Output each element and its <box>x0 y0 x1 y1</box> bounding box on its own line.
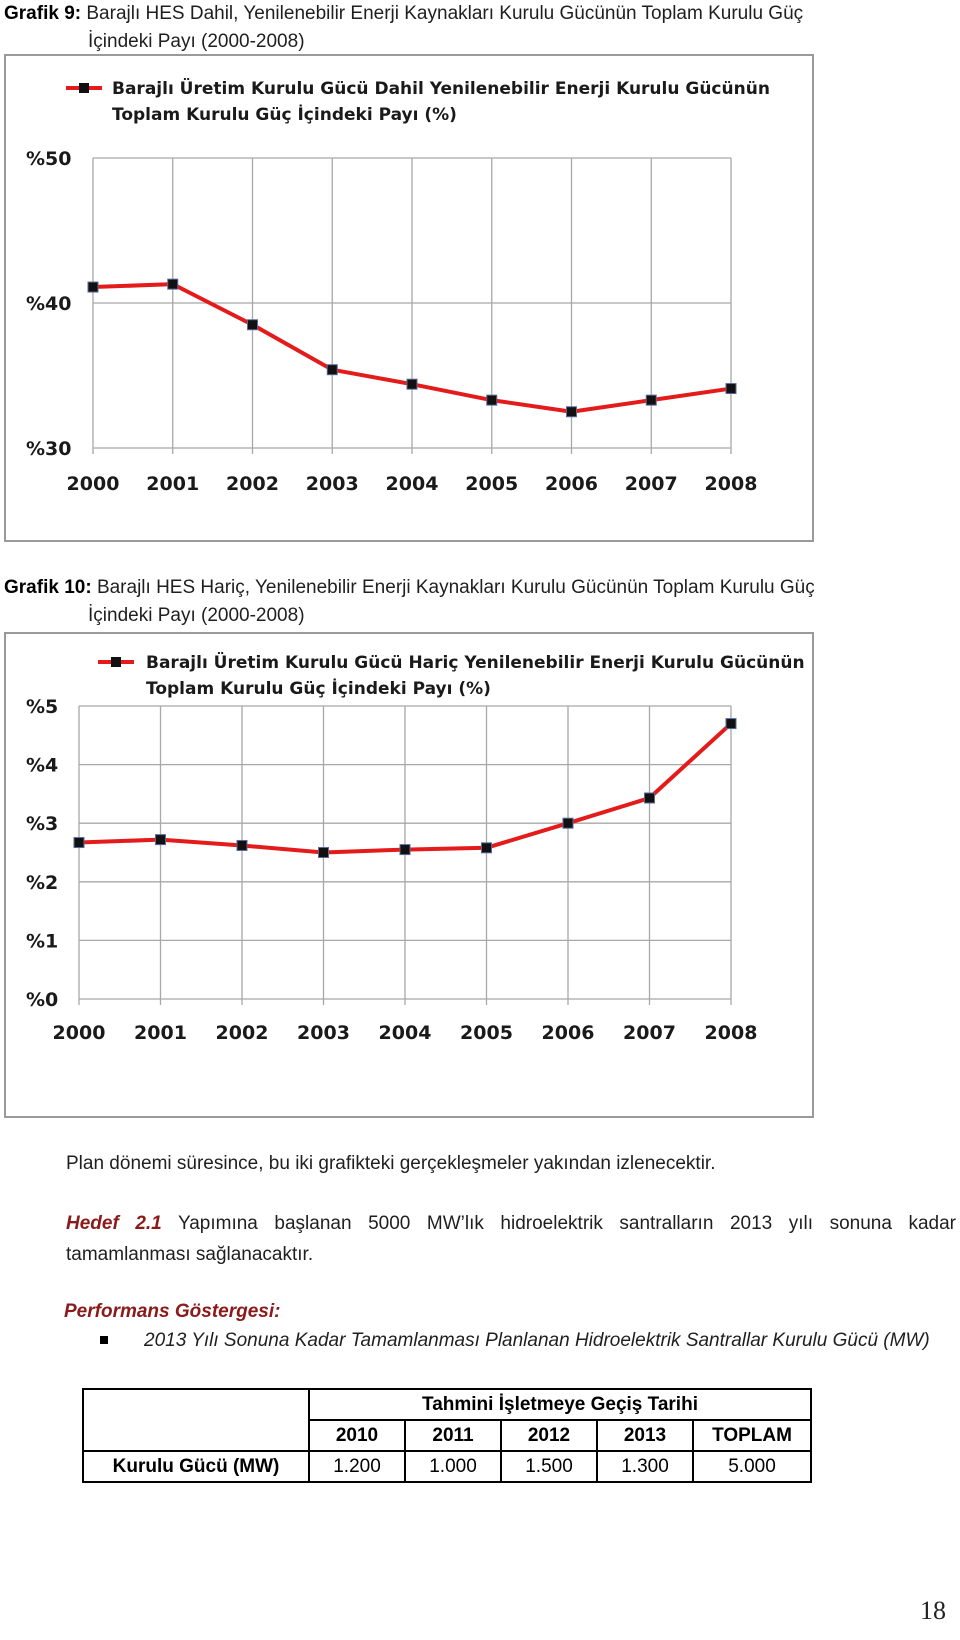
data-point-marker <box>645 793 655 803</box>
y-tick-label: %2 <box>26 871 59 894</box>
table-header-row <box>83 1389 811 1420</box>
x-tick-label: 2002 <box>215 1022 269 1044</box>
legend-label-line2: Toplam Kurulu Güç İçindeki Payı (%) <box>146 679 491 699</box>
chart-grafik10 <box>4 632 814 1118</box>
page-number: 18 <box>920 1596 946 1625</box>
grafik10-caption-number: Grafik 10: <box>4 577 92 598</box>
data-point-marker <box>74 838 84 848</box>
table-cell: 1.300 <box>597 1451 693 1482</box>
y-tick-label: %40 <box>26 293 72 315</box>
x-tick-label: 2003 <box>305 473 359 495</box>
data-point-marker <box>726 719 736 729</box>
performans-label: Performans Göstergesi: <box>64 1301 281 1322</box>
x-tick-label: 2004 <box>385 473 439 495</box>
x-tick-label: 2006 <box>545 473 598 495</box>
x-tick-label: 2003 <box>297 1022 350 1044</box>
capacity-table <box>82 1388 812 1483</box>
y-tick-label: %4 <box>26 754 59 777</box>
table-cell: 1.200 <box>309 1451 405 1482</box>
table-col-header: 2013 <box>597 1420 693 1451</box>
data-point-marker <box>400 845 410 855</box>
data-point-marker <box>482 843 492 853</box>
square-bullet-icon <box>100 1336 108 1344</box>
table-col-header: 2012 <box>501 1420 597 1451</box>
data-point-marker <box>567 407 577 417</box>
x-tick-label: 2005 <box>460 1022 513 1044</box>
grafik9-caption-line2: İçindeki Payı (2000-2008) <box>88 31 305 52</box>
table-corner-cell <box>83 1389 309 1420</box>
x-tick-label: 2005 <box>465 473 519 495</box>
table-col-header: 2010 <box>309 1420 405 1451</box>
legend-label-line2: Toplam Kurulu Güç İçindeki Payı (%) <box>112 105 457 125</box>
grafik9-caption <box>4 0 803 56</box>
grafik9-caption-line1: Barajlı HES Dahil, Yenilenebilir Enerji Kaynakları Kurulu Gücünün Toplam Kurulu Güç <box>86 3 804 24</box>
y-tick-label: %50 <box>26 148 72 170</box>
grafik10-caption-line1: Barajlı HES Hariç, Yenilenebilir Enerji Kaynakları Kurulu Gücünün Toplam Kurulu Güç <box>96 577 815 598</box>
legend-label-line1: Barajlı Üretim Kurulu Gücü Hariç Yenilenebilir Enerji Kurulu Gücünün <box>146 653 805 673</box>
x-tick-label: 2006 <box>541 1022 595 1044</box>
legend-swatch-marker <box>111 657 121 667</box>
legend-swatch-marker <box>79 83 89 93</box>
x-tick-label: 2000 <box>52 1022 106 1044</box>
y-tick-label: %30 <box>26 438 72 460</box>
table-cell: 1.500 <box>501 1451 597 1482</box>
table-col-header: TOPLAM <box>693 1420 811 1451</box>
data-point-marker <box>237 840 247 850</box>
x-tick-label: 2000 <box>66 473 120 495</box>
hedef-text: Yapımına başlanan 5000 MW’lık hidroelektrik santralların 2013 yılı sonuna kadar tamamlanması sağlanacaktır. <box>66 1213 956 1265</box>
table-row-label: Kurulu Gücü (MW) <box>83 1451 309 1482</box>
indicator-text: 2013 Yılı Sonuna Kadar Tamamlanması Planlanan Hidroelektrik Santrallar Kurulu Gücü (MW) <box>144 1330 930 1351</box>
grafik10-caption <box>4 574 815 630</box>
y-tick-label: %5 <box>26 696 59 718</box>
legend-label-line1: Barajlı Üretim Kurulu Gücü Dahil Yenilenebilir Enerji Kurulu Gücünün <box>112 79 770 99</box>
data-point-marker <box>319 848 329 858</box>
table-row <box>83 1451 811 1482</box>
x-tick-label: 2001 <box>134 1022 187 1044</box>
data-point-marker <box>487 395 497 405</box>
chart-grafik9 <box>4 54 814 542</box>
data-point-marker <box>248 320 258 330</box>
y-tick-label: %1 <box>26 930 59 953</box>
y-tick-label: %3 <box>26 813 59 836</box>
table-cell: 1.000 <box>405 1451 501 1482</box>
grafik9-caption-number: Grafik 9: <box>4 3 82 24</box>
chart-grafik9-svg <box>6 56 812 540</box>
data-point-marker <box>88 282 98 292</box>
data-point-marker <box>156 835 166 845</box>
table-year-row <box>83 1420 811 1451</box>
performans-heading <box>64 1296 956 1327</box>
grafik10-caption-line2: İçindeki Payı (2000-2008) <box>88 605 305 626</box>
table-corner-cell-2 <box>83 1420 309 1451</box>
x-tick-label: 2007 <box>624 473 678 495</box>
x-tick-label: 2008 <box>704 473 758 495</box>
hedef-paragraph <box>66 1208 956 1270</box>
x-tick-label: 2008 <box>704 1022 758 1044</box>
x-tick-label: 2004 <box>378 1022 432 1044</box>
data-point-marker <box>168 279 178 289</box>
data-point-marker <box>726 384 736 394</box>
data-point-marker <box>563 818 573 828</box>
y-tick-label: %0 <box>26 989 59 1011</box>
x-tick-label: 2002 <box>226 473 279 495</box>
table-group-header: Tahmini İşletmeye Geçiş Tarihi <box>309 1389 811 1420</box>
indicator-bullet-item <box>104 1326 956 1355</box>
data-point-marker <box>327 365 337 375</box>
x-tick-label: 2001 <box>146 473 200 495</box>
data-point-marker <box>646 395 656 405</box>
x-tick-label: 2007 <box>623 1022 676 1044</box>
table-col-header: 2011 <box>405 1420 501 1451</box>
plan-paragraph: Plan dönemi süresince, bu iki grafikteki gerçekleşmeler yakından izlenecektir. <box>66 1153 716 1174</box>
chart-grafik10-svg <box>6 634 812 1116</box>
table-cell: 5.000 <box>693 1451 811 1482</box>
data-point-marker <box>407 379 417 389</box>
hedef-label: Hedef 2.1 <box>66 1213 162 1234</box>
